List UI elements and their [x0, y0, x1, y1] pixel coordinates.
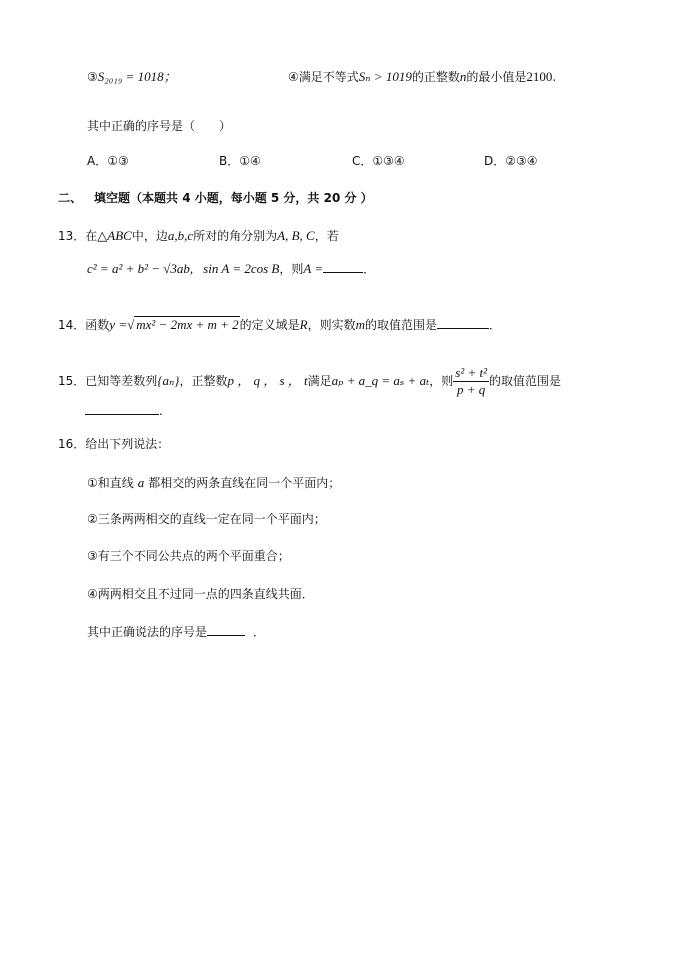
q14-text-c: ，则实数: [307, 318, 356, 332]
q15-text-d: ，则: [429, 374, 454, 388]
q16-statement-1-var: a: [137, 475, 145, 490]
statement-3-formula: S₂₀₁₉ = 1018；: [97, 69, 177, 84]
q13-triangle: △ABC: [97, 228, 132, 243]
q14-text-d: 的取值范围是: [365, 318, 438, 332]
question-15-number: 15．: [58, 374, 86, 388]
section-title: 填空题（本题共 4 小题，每小题 5 分，共 20 分 ）: [94, 191, 373, 205]
q16-ask-text: 其中正确说法的序号是: [87, 625, 208, 639]
choice-c-value: ①③④: [372, 154, 405, 168]
statement-4-text-b: 的正整数: [411, 70, 460, 84]
statement-4-end: .: [552, 70, 557, 84]
choice-d-value: ②③④: [505, 154, 538, 168]
q14-sqrt-sign: √: [127, 317, 135, 332]
q13-text-e: ，则: [279, 262, 304, 276]
statement-4: [288, 67, 556, 88]
q14-func-lhs: y =: [109, 317, 128, 332]
question-13-number: 13．: [58, 229, 86, 243]
choice-c-label: C．: [352, 154, 373, 168]
section-number: 二、: [58, 191, 83, 205]
choice-a: [87, 151, 129, 172]
q16-end: ．: [253, 625, 266, 639]
q16-statement-1: [87, 473, 340, 494]
q14-text-b: 的定义域是: [239, 318, 300, 332]
q16-statement-2: [87, 509, 326, 530]
q15-fraction-denominator: p + q: [457, 382, 486, 397]
q15-fraction: [453, 365, 489, 398]
q14-func-radicand: mx² − 2mx + m + 2: [136, 317, 239, 332]
statement-4-text-c: 的最小值是: [466, 70, 527, 84]
statement-4-formula: Sₙ > 1019: [358, 69, 412, 84]
question-13-line-2: [87, 258, 375, 280]
q16-statement-4-marker: ④: [87, 587, 98, 601]
question-16: [58, 434, 169, 455]
q15-fraction-numerator: s² + t²: [455, 365, 488, 380]
statement-4-text-a: 满足不等式: [298, 70, 359, 84]
q14-text-a: 函数: [85, 318, 110, 332]
q15-text-a: 已知等差数列: [85, 374, 158, 388]
q16-answer-blank[interactable]: [207, 621, 245, 636]
question-14-number: 14．: [58, 318, 86, 332]
q15-text-c: 满足: [307, 374, 332, 388]
question-15-line-2: [85, 400, 163, 422]
q13-condition-1: c² = a² + b² − √3ab,: [87, 261, 194, 276]
choice-b-value: ①④: [239, 154, 261, 168]
q14-end: ．: [489, 318, 502, 332]
q16-statement-2-marker: ②: [87, 512, 98, 526]
choice-c: [352, 151, 405, 172]
q13-angles: A, B, C: [277, 228, 315, 243]
q13-text-a: 在: [85, 229, 98, 243]
q16-statement-3-text: 有三个不同公共点的两个平面重合；: [97, 549, 290, 563]
q15-end: .: [159, 404, 163, 418]
q16-statement-4-text: 两两相交且不过同一点的四条直线共面．: [97, 587, 314, 601]
q13-text-d: ，若: [314, 229, 339, 243]
q13-text-b: 中，边: [131, 229, 168, 243]
q14-var: m: [355, 317, 366, 332]
correct-prompt: 其中正确的序号是（ ）: [87, 119, 232, 133]
statement-3-marker: ③: [87, 70, 98, 84]
q15-answer-blank[interactable]: [85, 400, 159, 415]
q16-intro: 给出下列说法：: [85, 437, 170, 451]
q16-statement-1-text-b: 都相交的两条直线在同一个平面内；: [148, 476, 341, 490]
q13-sides: a,b,c: [167, 228, 194, 243]
q15-text-b: ，正整数: [179, 374, 228, 388]
q15-condition: aₚ + a_q = aₛ + aₜ: [331, 373, 430, 388]
choice-b: [219, 151, 261, 172]
question-14: [58, 314, 501, 336]
q13-ask: A =: [303, 261, 324, 276]
choice-d-label: D．: [484, 154, 506, 168]
statement-4-marker: ④: [288, 70, 299, 84]
q16-statement-3: [87, 546, 290, 567]
choice-a-label: A．: [87, 154, 108, 168]
question-16-number: 16．: [58, 437, 86, 451]
choice-d: [484, 151, 538, 172]
q13-end: ．: [363, 262, 376, 276]
q13-condition-2: sin A = 2cos B: [203, 261, 280, 276]
statement-4-value: 2100: [526, 69, 553, 84]
q13-answer-blank[interactable]: [323, 258, 363, 273]
question-13-line-1: [58, 226, 339, 247]
statement-3: [87, 67, 177, 88]
q16-ask: [87, 621, 265, 643]
q16-statement-1-text-a: 和直线: [97, 476, 134, 490]
q16-statement-2-text: 三条两两相交的直线一定在同一个平面内；: [97, 512, 326, 526]
choice-a-value: ①③: [107, 154, 129, 168]
q16-statement-4: [87, 584, 314, 605]
q15-sequence: {aₙ}: [157, 373, 180, 388]
q14-answer-blank[interactable]: [437, 314, 489, 329]
q14-domain: R: [299, 317, 308, 332]
section-header: [58, 188, 373, 209]
choice-b-label: B．: [219, 154, 240, 168]
q13-text-c: 所对的角分别为: [193, 229, 278, 243]
statement-4-var: n: [459, 69, 467, 84]
q16-statement-1-marker: ①: [87, 476, 98, 490]
q16-statement-3-marker: ③: [87, 549, 98, 563]
q15-vars: p ， q ， s ， t: [227, 373, 308, 388]
question-15: [58, 362, 561, 401]
q15-text-e: 的取值范围是: [489, 374, 562, 388]
